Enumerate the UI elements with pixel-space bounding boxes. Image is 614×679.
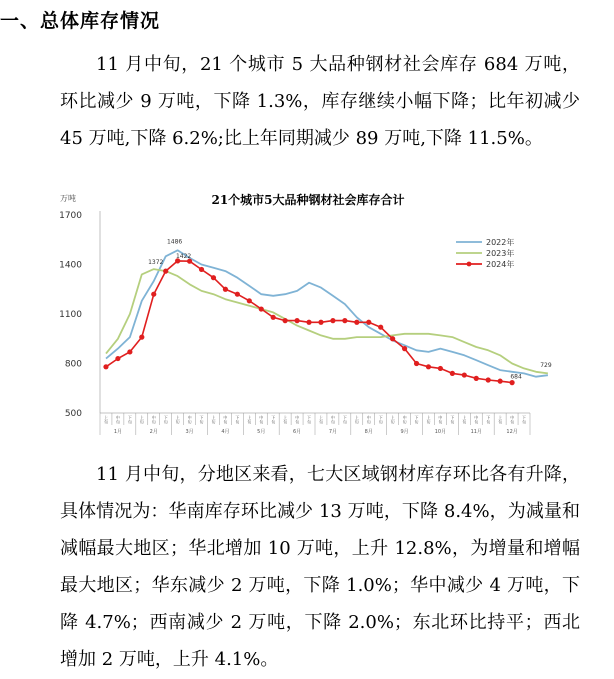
- x-tick-label: 上: [283, 415, 288, 420]
- month-label: 6月: [292, 429, 302, 435]
- x-tick-label: 旬: [498, 419, 503, 425]
- data-point: [283, 318, 288, 323]
- y-tick-label: 1400: [59, 260, 82, 271]
- data-point: [271, 315, 276, 320]
- month-label: 3月: [185, 429, 194, 435]
- x-tick-label: 旬: [378, 419, 383, 425]
- x-tick-label: 旬: [307, 419, 312, 425]
- x-tick-label: 旬: [366, 419, 371, 425]
- x-tick-label: 旬: [259, 419, 264, 425]
- x-tick-label: 上: [318, 415, 323, 420]
- inventory-chart: [58, 187, 552, 438]
- x-tick-label: 旬: [103, 419, 108, 425]
- data-point: [223, 287, 228, 292]
- data-point: [247, 298, 252, 303]
- data-point: [127, 349, 132, 354]
- x-tick-label: 下: [450, 415, 455, 420]
- x-tick-label: 上: [103, 415, 108, 420]
- data-point: [318, 320, 323, 325]
- x-tick-label: 上: [175, 415, 180, 420]
- y-tick-label: 500: [64, 409, 82, 419]
- data-point: [259, 306, 264, 311]
- data-point: [294, 318, 299, 323]
- x-tick-label: 旬: [247, 419, 252, 425]
- data-point: [342, 318, 347, 323]
- x-tick-label: 旬: [510, 419, 515, 425]
- x-tick-label: 下: [342, 415, 347, 420]
- data-point: [306, 320, 311, 325]
- x-tick-label: 旬: [522, 419, 527, 425]
- data-label: 1372: [148, 259, 164, 267]
- x-tick-label: 中: [474, 415, 479, 420]
- x-tick-label: 下: [199, 415, 204, 420]
- legend-label: 2023年: [486, 249, 515, 258]
- chart-title: 21个城市5大品种钢材社会库存合计: [211, 193, 405, 207]
- data-point: [414, 361, 419, 366]
- x-tick-label: 上: [390, 415, 395, 420]
- y-tick-label: 1100: [59, 310, 82, 320]
- x-tick-label: 上: [462, 415, 467, 420]
- data-label: 1486: [166, 238, 183, 246]
- data-point: [235, 292, 240, 297]
- x-tick-label: 中: [295, 415, 300, 420]
- data-point: [139, 335, 144, 340]
- x-tick-label: 旬: [223, 419, 228, 425]
- x-tick-label: 旬: [486, 419, 491, 425]
- x-tick-label: 旬: [175, 419, 180, 425]
- x-tick-label: 中: [330, 415, 335, 420]
- x-tick-label: 旬: [139, 419, 144, 425]
- x-tick-label: 下: [235, 415, 240, 420]
- x-tick-label: 下: [307, 415, 312, 420]
- x-tick-label: 旬: [390, 419, 395, 425]
- x-tick-label: 上: [247, 415, 252, 420]
- x-tick-label: 中: [366, 415, 371, 420]
- month-label: 8月: [364, 429, 373, 435]
- month-label: 9月: [400, 429, 409, 435]
- data-point: [390, 336, 395, 341]
- data-point: [498, 379, 503, 384]
- x-tick-label: 中: [259, 415, 264, 420]
- x-tick-label: 中: [223, 415, 228, 420]
- data-point: [103, 364, 108, 369]
- month-label: 11月: [470, 429, 482, 435]
- data-point: [115, 356, 120, 361]
- data-point: [366, 320, 371, 325]
- data-point: [211, 275, 216, 280]
- paragraph-regional: 11 月中旬，分地区来看，七大区域钢材库存环比各有升降，具体情况为：华南库存环比减少 13 万吨，下降 8.4%，为减量和减幅最大地区；华北增加 10 万吨，上升 12.8%，为增量和增幅最大地区；华东减少 2 万吨，下降 1.0%；华中减少 4 万吨，下降 4.7%；西南减少 2 万吨，下降 2.0%；东北环比持平；西北增加 2 万吨，上升 4.1%。: [60, 464, 580, 670]
- month-label: 1月: [113, 429, 123, 435]
- data-point: [426, 364, 431, 369]
- data-point: [486, 377, 491, 382]
- legend: [456, 237, 514, 269]
- month-label: 4月: [221, 429, 230, 435]
- paragraph-summary: 11 月中旬，21 个城市 5 大品种钢材社会库存 684 万吨，环比减少 9 万吨，下降 1.3%，库存继续小幅下降；比年初减少 45 万吨,下降 6.2%;比上年同期减少 89 万吨,下降 11.5%。: [60, 54, 580, 149]
- data-point: [402, 346, 407, 351]
- legend-marker: [467, 262, 472, 267]
- x-tick-label: 旬: [426, 419, 431, 425]
- data-point: [509, 380, 514, 385]
- x-tick-label: 旬: [187, 419, 192, 425]
- data-point: [378, 325, 383, 330]
- x-tick-label: 上: [211, 415, 216, 420]
- x-tick-label: 下: [127, 415, 132, 420]
- data-point: [462, 372, 467, 377]
- y-tick-label: 800: [64, 359, 82, 370]
- x-tick-label: 旬: [283, 419, 288, 425]
- x-tick-label: 旬: [330, 419, 335, 425]
- data-point: [438, 366, 443, 371]
- x-tick-label: 旬: [474, 419, 479, 425]
- x-tick-label: 旬: [235, 419, 240, 425]
- x-tick-label: 旬: [438, 419, 443, 425]
- x-tick-label: 旬: [318, 419, 323, 425]
- data-point: [354, 320, 359, 325]
- x-tick-label: 上: [139, 415, 144, 420]
- x-tick-label: 旬: [414, 419, 419, 425]
- data-point: [450, 371, 455, 376]
- data-point: [163, 269, 168, 274]
- section-heading: 一、总体库存情况: [0, 10, 161, 32]
- x-tick-label: 旬: [450, 419, 455, 425]
- month-label: 7月: [328, 429, 338, 435]
- x-tick-label: 旬: [163, 419, 168, 425]
- data-point: [151, 292, 156, 297]
- data-label: 1422: [175, 252, 192, 260]
- x-tick-label: 旬: [199, 419, 204, 425]
- data-label: 684: [510, 373, 522, 381]
- x-tick-label: 旬: [127, 419, 132, 425]
- x-tick-label: 旬: [115, 419, 120, 425]
- data-point: [199, 267, 204, 272]
- x-tick-label: 旬: [402, 419, 407, 425]
- x-tick-label: 旬: [354, 419, 359, 425]
- month-label: 10月: [434, 429, 447, 435]
- x-tick-label: 旬: [211, 419, 216, 425]
- x-tick-label: 下: [522, 415, 527, 420]
- x-tick-label: 上: [498, 415, 503, 420]
- x-tick-label: 下: [414, 415, 419, 420]
- x-tick-label: 中: [402, 415, 407, 420]
- y-axis-label: 万吨: [60, 194, 76, 203]
- x-tick-label: 下: [486, 415, 491, 420]
- x-tick-label: 旬: [462, 419, 467, 425]
- data-point: [330, 318, 335, 323]
- legend-label: 2024年: [486, 260, 515, 269]
- x-tick-label: 旬: [271, 419, 276, 425]
- data-label: 729: [540, 362, 552, 370]
- x-tick-label: 中: [438, 415, 443, 420]
- x-tick-label: 下: [271, 415, 276, 420]
- x-tick-label: 上: [354, 415, 359, 420]
- month-label: 12月: [506, 429, 518, 435]
- legend-label: 2022年: [486, 238, 515, 247]
- x-tick-label: 上: [426, 415, 431, 420]
- month-label: 2月: [149, 429, 158, 435]
- x-tick-label: 旬: [342, 419, 347, 425]
- data-point: [474, 376, 479, 381]
- x-tick-label: 中: [115, 415, 120, 420]
- x-tick-label: 旬: [151, 419, 156, 425]
- x-tick-label: 下: [163, 415, 168, 420]
- month-label: 5月: [257, 429, 266, 435]
- x-tick-label: 中: [510, 415, 515, 420]
- x-tick-label: 下: [378, 415, 383, 420]
- x-tick-label: 旬: [295, 419, 300, 425]
- x-tick-label: 中: [151, 415, 156, 420]
- x-tick-label: 中: [187, 415, 192, 420]
- y-tick-label: 1700: [59, 211, 82, 221]
